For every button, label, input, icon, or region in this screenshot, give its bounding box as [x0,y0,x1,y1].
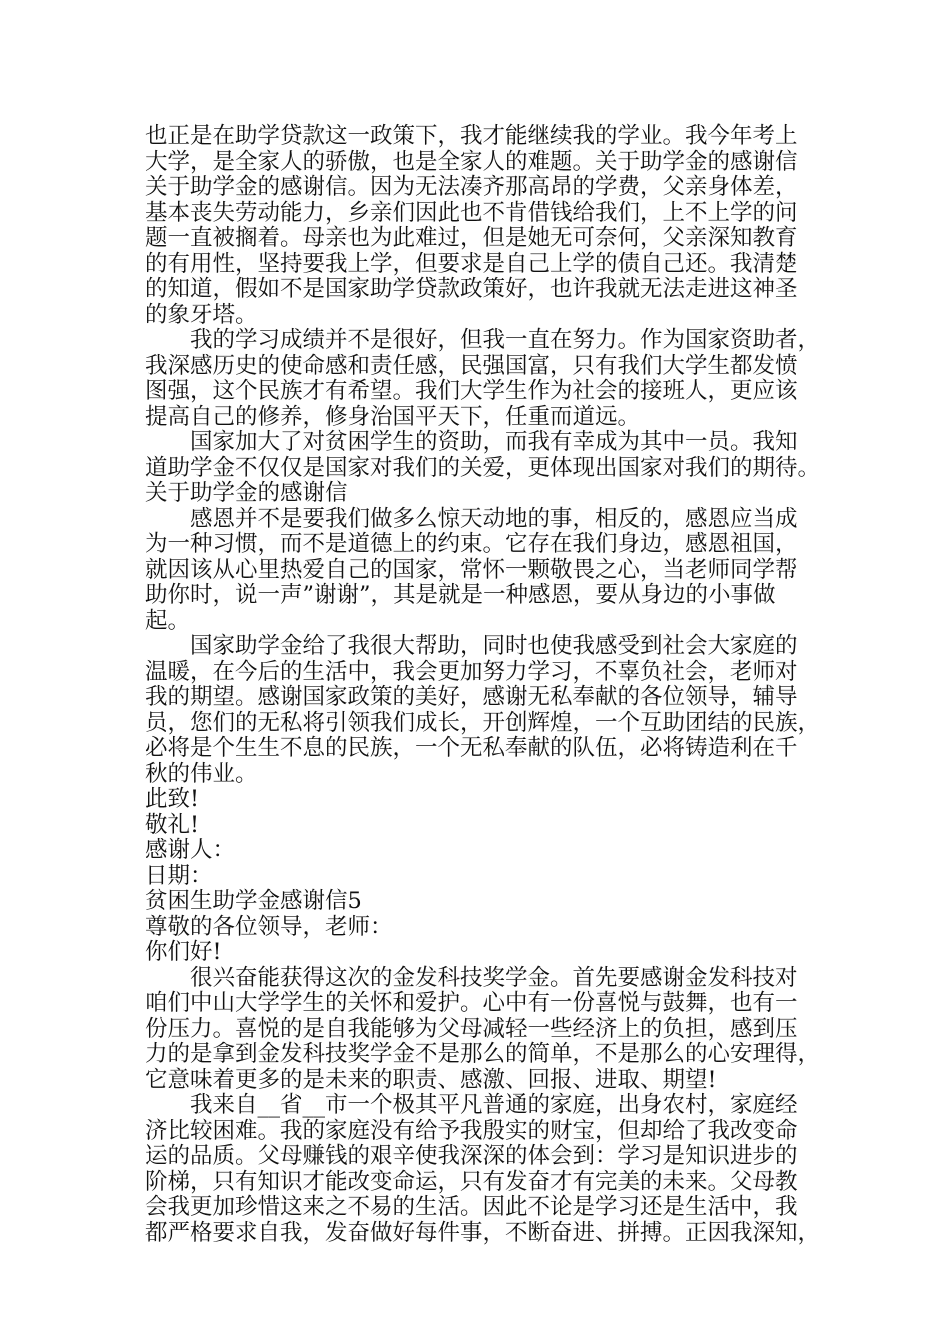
paragraph-help-received: 国家助学金给了我很大帮助，同时也使我感受到社会大家庭的 温暖，在今后的生活中，我会更加努力学习，不辜负社会，老师对 我的期望。感谢国家政策的美好，感谢无私奉献的各位领导，辅导 员，您们的无私将引领我们成长，开创辉煌，一个互助团结的民族， 必将是个生生不息的民族，一个无私奉献的队伍，必将铸造利在千 秋的伟业。 [145,633,821,787]
closing-salutation: 此致! [145,786,200,812]
paragraph-state-aid: 国家加大了对贫困学生的资助，而我有幸成为其中一员。我知 道助学金不仅仅是国家对我们的关爱，更体现出国家对我们的期待。 关于助学金的感谢信 [145,429,821,506]
paragraph-background: 我来自__省__市一个极其平凡普通的家庭，出身农村，家庭经 济比较困难。我的家庭没有给予我殷实的财宝，但却给了我改变命 运的品质。父母赚钱的艰辛使我深深的体会到：学习是知识进步的 阶梯，只有知识才能改变命运，只有发奋才有完美的未来。父母教 会我更加珍惜这来之不易的生活。因此不论是学习还是生活中，我 都严格要求自我，发奋做好每件事，不断奋进、拼搏。正因我深知， [145,1092,821,1246]
closing-regards: 敬礼! [145,811,200,838]
paragraph-scholarship: 很兴奋能获得这次的金发科技奖学金。首先要感谢金发科技对 咱们中山大学学生的关怀和爱护。心中有一份喜悦与鼓舞，也有一 份压力。喜悦的是自我能够为父母减轻一些经济上的负担，感到压 力的是拿到金发科技奖学金不是那么的简单，不是那么的心安理得， 它意味着更多的是未来的职责、感激、回报、进取、期望! [145,964,821,1093]
greeting-hello: 你们好! [145,939,222,965]
date-label: 日期： [145,862,213,889]
paragraph-gratitude: 感恩并不是要我们做多么惊天动地的事，相反的，感恩应当成 为一种习惯，而不是道德上的约束。它存在我们身边，感恩祖国， 就因该从心里热爱自己的国家，常怀一颗敬畏之心，当老师同学帮 助你时，说一声”谢谢”，其是就是一种感恩，要从身边的小事做 起。 [145,505,798,634]
paragraph-study-effort: 我的学习成绩并不是很好，但我一直在努力。作为国家资助者， 我深感历史的使命感和责任感，民强国富，只有我们大学生都发愤 图强，这个民族才有希望。我们大学生作为社会的接班人，更应该 提高自己的修养，修身治国平天下，任重而道远。 [145,327,821,430]
paragraph-loan-policy: 也正是在助学贷款这一政策下，我才能继续我的学业。我今年考上 大学，是全家人的骄傲，也是全家人的难题。关于助学金的感谢信 关于助学金的感谢信。因为无法凑齐那高昂的学费，父亲身体差， 基本丧失劳动能力，乡亲们因此也不肯借钱给我们，上不上学的问 题一直被搁着。母亲也为此难过，但是她无可奈何，父亲深知教育 的有用性，坚持要我上学，但要求是自己上学的债自己还。我清楚 的知道，假如不是国家助学贷款政策好，也许我就无法走进这神圣 的象牙塔。 [145,123,798,328]
letter-title: 贫困生助学金感谢信5 [145,888,362,914]
letter-body [145,124,825,1246]
greeting-recipients: 尊敬的各位领导，老师： [145,913,393,940]
signature-label: 感谢人： [145,837,236,863]
